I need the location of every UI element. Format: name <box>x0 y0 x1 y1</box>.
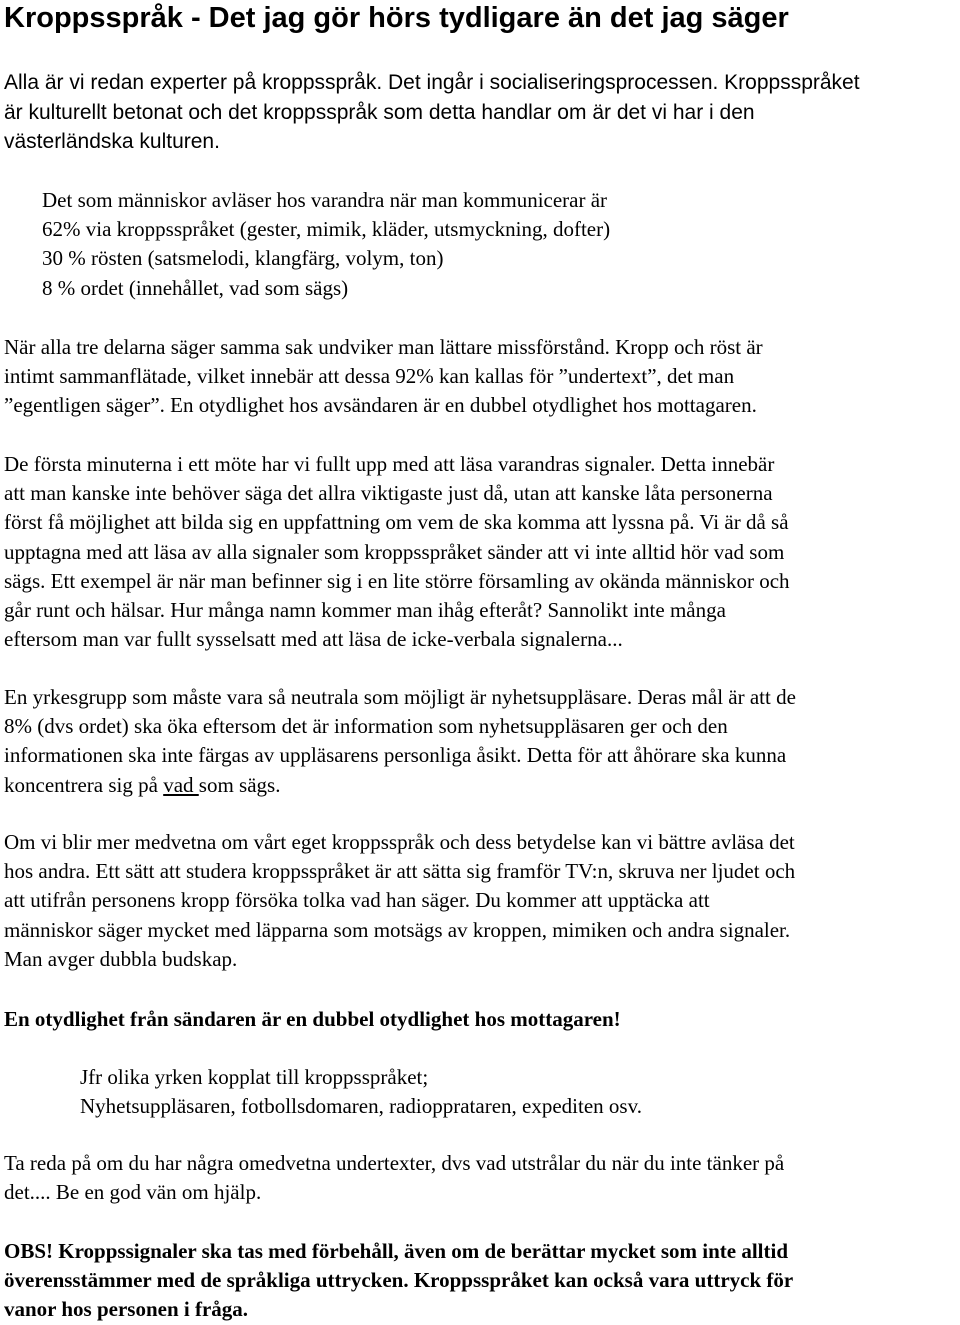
document-title: Kroppsspråk - Det jag gör hörs tydligare än det jag säger <box>4 2 789 34</box>
stats-line: 8 % ordet (innehållet, vad som sägs) <box>42 275 349 300</box>
paragraph-misunderstanding <box>4 333 956 421</box>
paragraph-news-readers <box>4 683 956 800</box>
paragraph-line: 8% (dvs ordet) ska öka eftersom det är information som nyhetsuppläsaren ger och den <box>4 714 728 739</box>
emphasis-line: En otydlighet från sändaren är en dubbel otydlighet hos mottagaren! <box>4 1007 621 1031</box>
paragraph-line <box>4 771 956 800</box>
text-segment: som sägs. <box>198 772 281 797</box>
paragraph-line: går runt och hälsar. Hur många namn kommer man ihåg efteråt? Sannolikt inte många <box>4 598 726 623</box>
paragraph-line: En yrkesgrupp som måste vara så neutrala som möjligt är nyhetsuppläsare. Deras mål är att de <box>4 685 796 709</box>
paragraph-line: sägs. Ett exempel är när man befinner sig i en lite större församling av okända människor och <box>4 568 790 593</box>
obs-line: överensstämmer med de språkliga uttrycken. Kroppsspråket kan också vara uttryck för <box>4 1268 794 1293</box>
paragraph-line: De första minuterna i ett möte har vi fullt upp med att läsa varandras signaler. Detta innebär <box>4 452 775 476</box>
paragraph-line: intimt sammanflätade, vilket innebär att dessa 92% kan kallas för ”undertext”, det man <box>4 364 735 389</box>
professions-line: Jfr olika yrken kopplat till kroppsspråket; <box>80 1065 429 1089</box>
paragraph-awareness <box>4 828 956 974</box>
intro-line: västerländska kulturen. <box>4 130 220 153</box>
intro-line: Alla är vi redan experter på kroppsspråk. Det ingår i socialiseringsprocessen. Kroppsspråket <box>4 71 860 94</box>
obs-line: vanor hos personen i fråga. <box>4 1297 249 1322</box>
paragraph-line: ”egentligen säger”. En otydlighet hos avsändaren är en dubbel otydlighet hos mottagaren. <box>4 393 757 418</box>
text-segment: koncentrera sig på <box>4 772 164 797</box>
obs-note <box>4 1237 956 1325</box>
paragraph-line: först få möjlighet att bilda sig en uppfattning om vem de ska komma att lyssna på. Vi är då så <box>4 510 789 535</box>
paragraph-line: det.... Be en god vän om hjälp. <box>4 1180 262 1205</box>
emphasis-statement <box>4 1005 956 1034</box>
paragraph-undertext <box>4 1149 956 1207</box>
paragraph-first-minutes <box>4 450 956 654</box>
paragraph-line: att man kanske inte behöver säga det allra viktigaste just då, utan att kanske låta personerna <box>4 481 773 506</box>
paragraph-line: Man avger dubbla budskap. <box>4 946 238 971</box>
paragraph-line: hos andra. Ett sätt att studera kroppsspråket är att sätta sig framför TV:n, skruva ner ljudet och <box>4 859 796 884</box>
underlined-word: vad <box>163 772 199 797</box>
intro-paragraph <box>4 68 954 157</box>
stats-line: 62% via kroppsspråket (gester, mimik, kläder, utsmyckning, dofter) <box>42 217 611 242</box>
professions-line: Nyhetsuppläsaren, fotbollsdomaren, radiopprataren, expediten osv. <box>80 1094 642 1119</box>
intro-line: är kulturellt betonat och det kroppsspråk som detta handlar om är det vi har i den <box>4 100 755 124</box>
stats-block <box>42 186 952 303</box>
paragraph-line: människor säger mycket med läpparna som motsägs av kroppen, mimiken och andra signaler. <box>4 917 791 942</box>
obs-line: OBS! Kroppssignaler ska tas med förbehåll, även om de berättar mycket som inte alltid <box>4 1239 788 1263</box>
paragraph-line: Ta reda på om du har några omedvetna undertexter, dvs vad utstrålar du när du inte tänker på <box>4 1151 785 1175</box>
paragraph-line: informationen ska inte färgas av uppläsarens personliga åsikt. Detta för att åhörare ska kunna <box>4 743 787 768</box>
paragraph-line: eftersom man var fullt sysselsatt med att läsa de icke-verbala signalerna... <box>4 627 623 652</box>
stats-line: 30 % rösten (satsmelodi, klangfärg, volym, ton) <box>42 246 444 271</box>
paragraph-line: upptagna med att läsa av alla signaler som kroppsspråket sänder att vi inte alltid hör vad som <box>4 539 785 564</box>
paragraph-line: När alla tre delarna säger samma sak undviker man lättare missförstånd. Kropp och röst är <box>4 335 763 359</box>
professions-block <box>80 1063 950 1121</box>
stats-line: Det som människor avläser hos varandra när man kommunicerar är <box>42 188 608 212</box>
paragraph-line: att utifrån personens kropp försöka tolka vad han säger. Du kommer att upptäcka att <box>4 888 710 913</box>
paragraph-line: Om vi blir mer medvetna om vårt eget kroppsspråk och dess betydelse kan vi bättre avläsa det <box>4 830 795 854</box>
